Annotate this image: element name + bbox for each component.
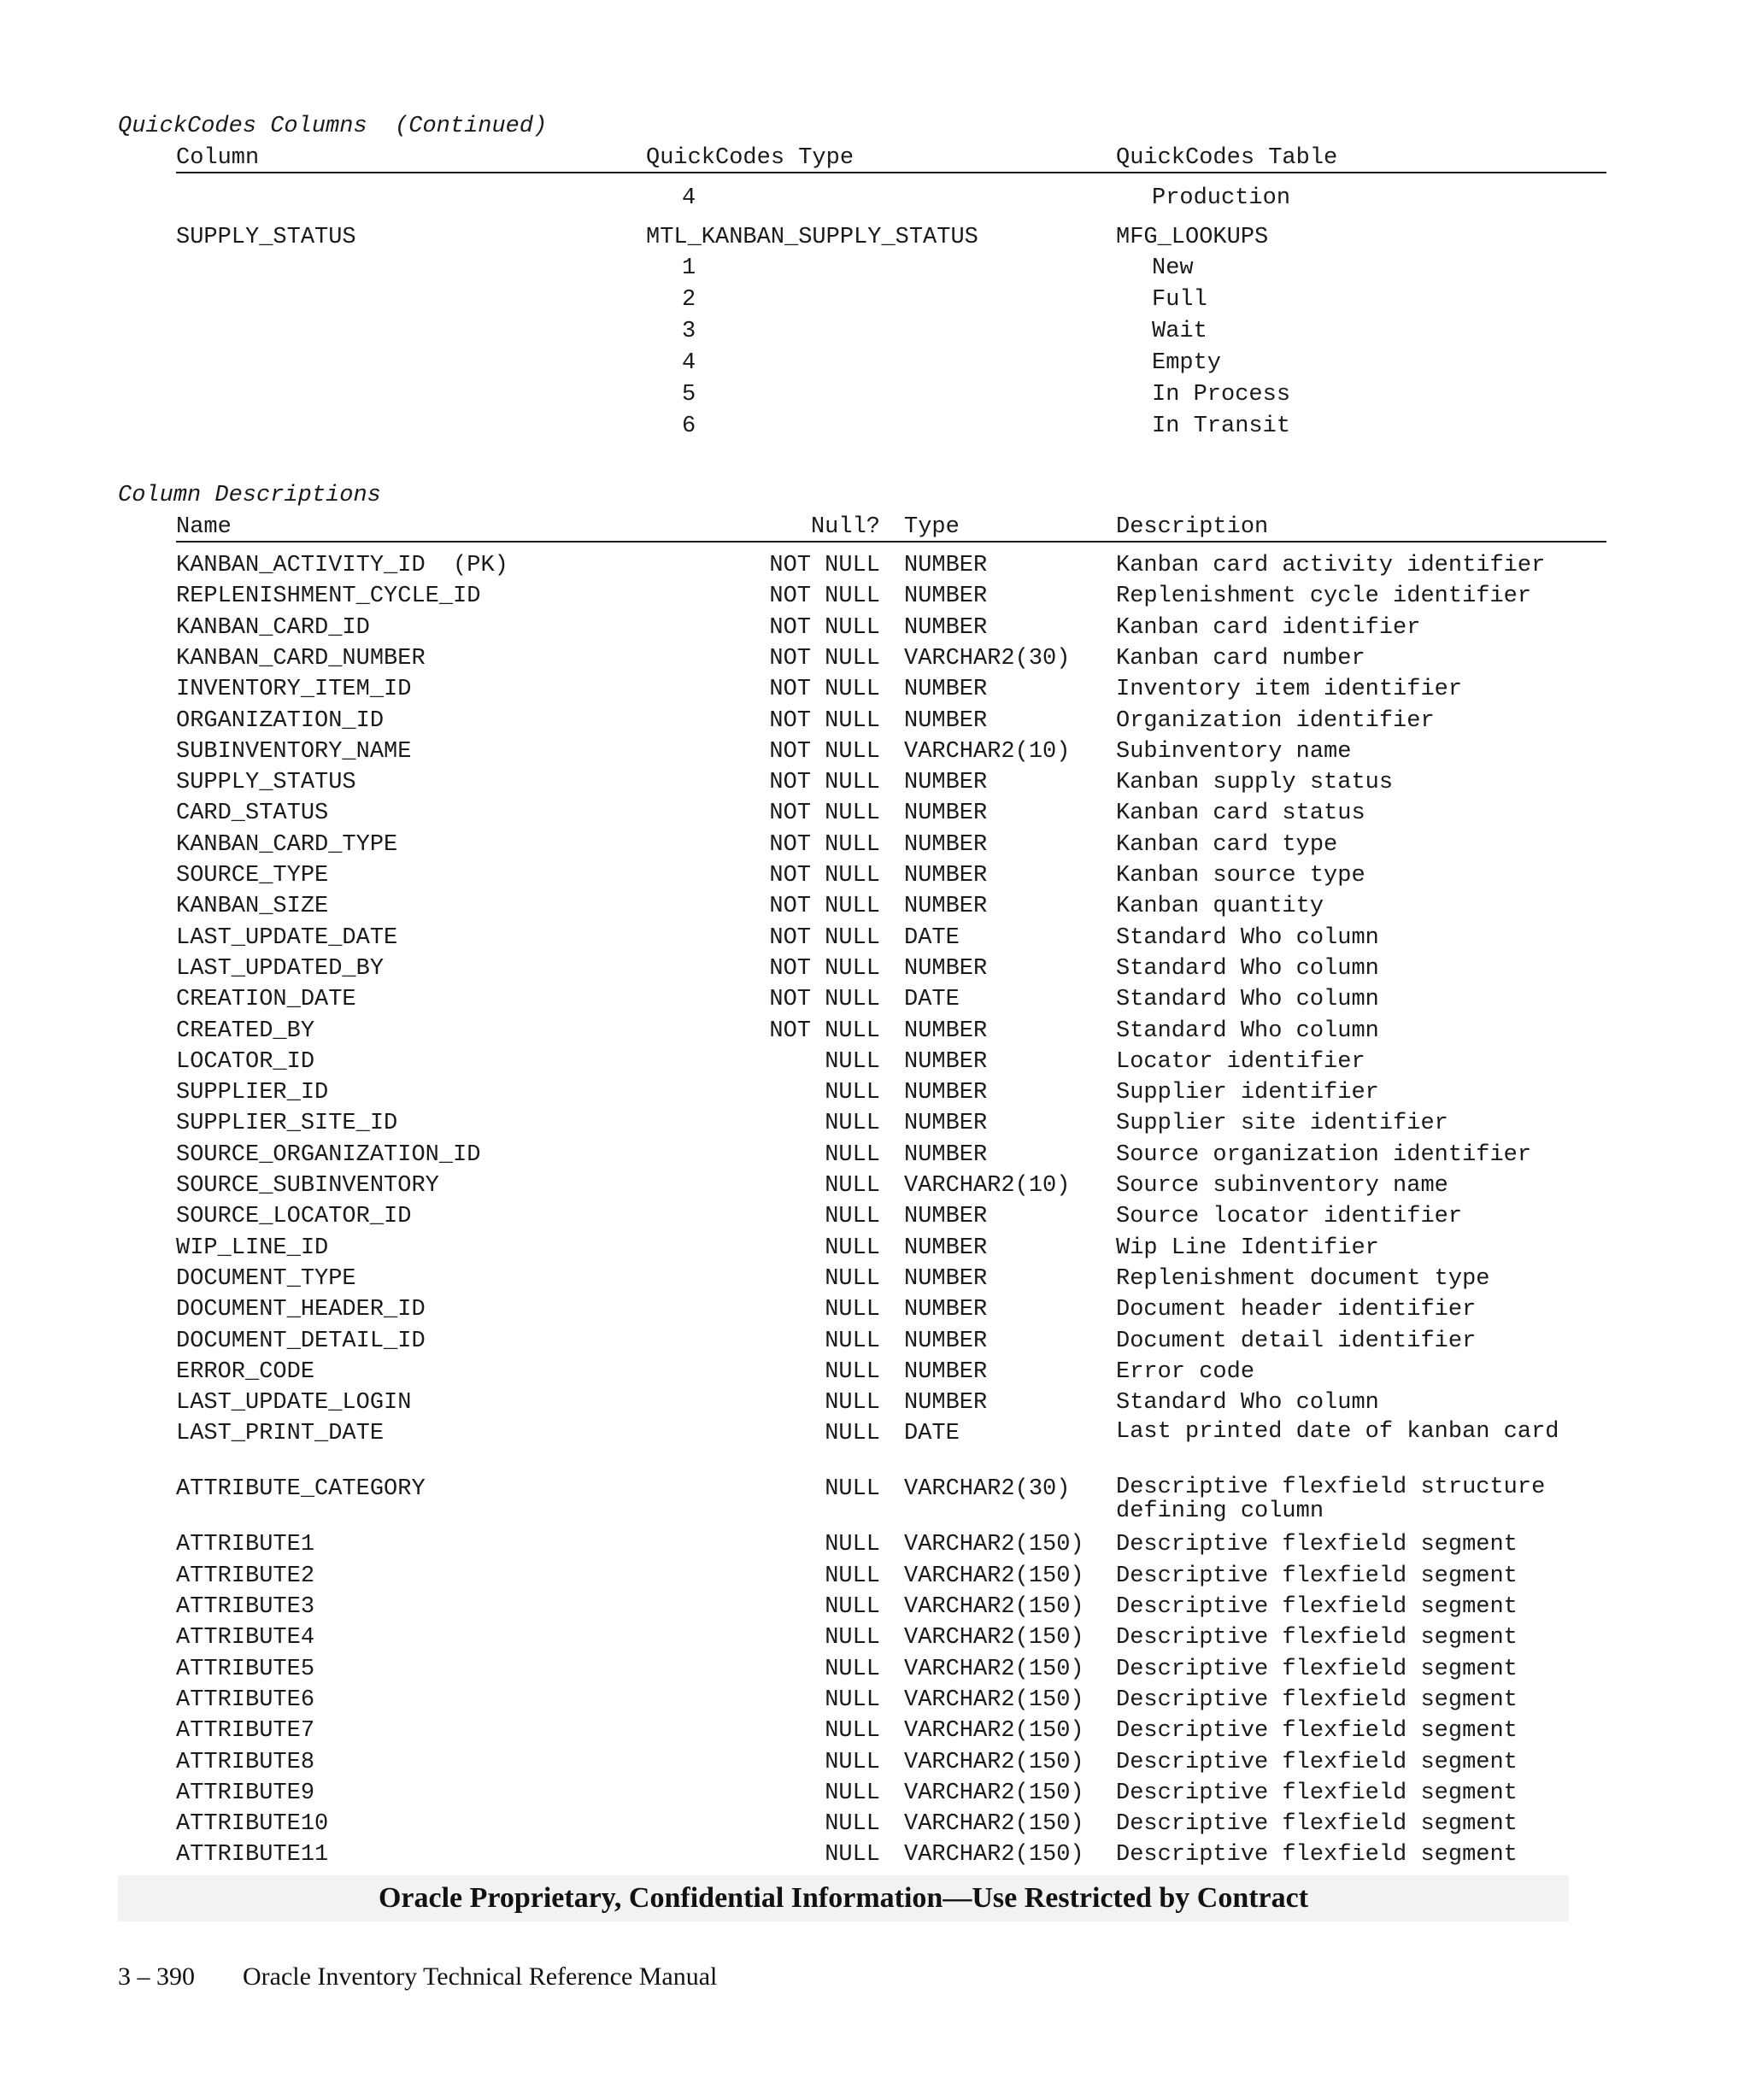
column-type: NUMBER — [904, 1235, 988, 1261]
column-type: VARCHAR2(150) — [904, 1563, 1084, 1589]
column-nullable: NULL — [825, 1563, 880, 1589]
column-type: VARCHAR2(30) — [904, 1476, 1071, 1503]
table-row — [0, 1561, 1750, 1592]
column-description: Descriptive flexfield segment — [1116, 1686, 1518, 1713]
table-row — [0, 550, 1750, 581]
column-name: SOURCE_TYPE — [176, 863, 329, 889]
column-descriptions-header — [0, 512, 1750, 543]
column-name: DOCUMENT_HEADER_ID — [176, 1297, 426, 1323]
quickcodes-group-row — [0, 222, 1750, 253]
column-type: VARCHAR2(150) — [904, 1811, 1084, 1838]
column-description: Inventory item identifier — [1116, 677, 1463, 703]
qc-meaning: Full — [1152, 287, 1207, 313]
column-description: Descriptive flexfield segment — [1116, 1532, 1518, 1558]
column-type: VARCHAR2(150) — [904, 1718, 1084, 1745]
table-row — [0, 1474, 1750, 1525]
column-description: Descriptive flexfield segment — [1116, 1563, 1518, 1589]
quickcodes-title: QuickCodes Columns (Continued) — [118, 114, 548, 139]
column-name: KANBAN_CARD_TYPE — [176, 831, 398, 858]
quickcodes-continued-row — [0, 183, 1750, 214]
qc-code: 2 — [682, 287, 696, 313]
column-name: ERROR_CODE — [176, 1358, 315, 1385]
column-name: SOURCE_SUBINVENTORY — [176, 1173, 439, 1199]
column-name: LAST_PRINT_DATE — [176, 1421, 385, 1447]
column-type: NUMBER — [904, 1297, 988, 1323]
column-nullable: NULL — [825, 1297, 880, 1323]
column-description: Kanban card number — [1116, 645, 1365, 672]
column-type: VARCHAR2(150) — [904, 1780, 1084, 1806]
column-name: ATTRIBUTE2 — [176, 1563, 315, 1589]
column-type: VARCHAR2(150) — [904, 1686, 1084, 1713]
table-row — [0, 674, 1750, 705]
qc-code: 1 — [682, 255, 696, 281]
column-name: ATTRIBUTE7 — [176, 1718, 315, 1745]
footer-page-number: 3 – 390 — [118, 1962, 195, 1991]
column-name: ATTRIBUTE3 — [176, 1594, 315, 1620]
column-type: VARCHAR2(150) — [904, 1625, 1084, 1651]
header-name: Name — [176, 514, 232, 540]
column-name: SUPPLY_STATUS — [176, 770, 356, 796]
column-type: NUMBER — [904, 1048, 988, 1075]
table-row — [0, 1685, 1750, 1716]
table-row — [0, 1778, 1750, 1809]
qc-meaning: In Transit — [1152, 414, 1291, 439]
column-description: Kanban card status — [1116, 801, 1365, 827]
column-name: KANBAN_SIZE — [176, 894, 329, 920]
column-type: NUMBER — [904, 955, 988, 982]
qc-code: 4 — [682, 185, 696, 211]
table-row — [0, 1016, 1750, 1047]
column-description: Replenishment document type — [1116, 1265, 1490, 1292]
column-description: Kanban card identifier — [1116, 614, 1421, 641]
column-type: NUMBER — [904, 1265, 988, 1292]
column-nullable: NULL — [825, 1625, 880, 1651]
column-name: LAST_UPDATED_BY — [176, 955, 385, 982]
column-nullable: NULL — [825, 1358, 880, 1385]
table-row — [0, 1654, 1750, 1685]
column-nullable: NOT NULL — [769, 584, 880, 610]
column-name: INVENTORY_ITEM_ID — [176, 677, 412, 703]
column-nullable: NULL — [825, 1656, 880, 1682]
column-name: ATTRIBUTE8 — [176, 1749, 315, 1775]
column-nullable: NOT NULL — [769, 645, 880, 672]
column-name: ORGANIZATION_ID — [176, 707, 385, 734]
column-name: KANBAN_ACTIVITY_ID (PK) — [176, 553, 508, 578]
column-nullable: NOT NULL — [769, 987, 880, 1013]
column-type: NUMBER — [904, 584, 988, 610]
column-nullable: NULL — [825, 1173, 880, 1199]
confidentiality-banner: Oracle Proprietary, Confidential Information––Use Restricted by Contract — [118, 1875, 1569, 1921]
column-description: Kanban source type — [1116, 863, 1365, 889]
column-description: Standard Who column — [1116, 924, 1379, 951]
column-description: Supplier site identifier — [1116, 1111, 1448, 1137]
qc-meaning: Wait — [1152, 319, 1207, 344]
footer-manual-title: Oracle Inventory Technical Reference Manual — [243, 1962, 718, 1991]
column-nullable: NOT NULL — [769, 770, 880, 796]
table-row — [0, 1418, 1750, 1449]
table-row — [0, 643, 1750, 674]
qc-meaning: Empty — [1152, 350, 1222, 376]
header-quickcodes-table: QuickCodes Table — [1116, 145, 1338, 171]
table-row — [0, 1839, 1750, 1870]
column-type: DATE — [904, 1421, 960, 1447]
column-name: SOURCE_LOCATOR_ID — [176, 1204, 412, 1230]
table-row — [0, 1170, 1750, 1201]
column-type: VARCHAR2(30) — [904, 645, 1071, 672]
column-description: Descriptive flexfield segment — [1116, 1594, 1518, 1620]
qc-code: 4 — [682, 350, 696, 376]
column-description: Source locator identifier — [1116, 1204, 1463, 1230]
table-row — [0, 953, 1750, 984]
header-quickcodes-type: QuickCodes Type — [646, 145, 854, 171]
column-description: Descriptive flexfield structure defining column — [1116, 1475, 1546, 1525]
column-nullable: NULL — [825, 1718, 880, 1745]
table-row — [0, 1140, 1750, 1170]
column-nullable: NULL — [825, 1141, 880, 1168]
quickcodes-value-row — [0, 284, 1750, 315]
column-type: NUMBER — [904, 801, 988, 827]
column-nullable: NULL — [825, 1235, 880, 1261]
column-nullable: NOT NULL — [769, 553, 880, 578]
column-type: NUMBER — [904, 770, 988, 796]
column-description: Document detail identifier — [1116, 1328, 1477, 1354]
quickcodes-header-rule — [176, 172, 1606, 173]
column-description: Descriptive flexfield segment — [1116, 1718, 1518, 1745]
column-description: Descriptive flexfield segment — [1116, 1811, 1518, 1838]
column-type: NUMBER — [904, 1141, 988, 1168]
column-description: Organization identifier — [1116, 707, 1435, 734]
column-name: CREATED_BY — [176, 1018, 315, 1044]
column-nullable: NULL — [825, 1111, 880, 1137]
table-row — [0, 1592, 1750, 1622]
column-type: NUMBER — [904, 707, 988, 734]
table-row — [0, 1264, 1750, 1294]
qc-meaning: In Process — [1152, 382, 1291, 408]
column-name: ATTRIBUTE1 — [176, 1532, 315, 1558]
qc-meaning: Production — [1152, 185, 1291, 211]
column-description: Kanban card type — [1116, 831, 1338, 858]
column-nullable: NULL — [825, 1686, 880, 1713]
column-name: KANBAN_CARD_NUMBER — [176, 645, 426, 672]
qc-code: 3 — [682, 319, 696, 344]
table-row — [0, 1201, 1750, 1232]
column-description: Locator identifier — [1116, 1048, 1365, 1075]
qc-table-name: MFG_LOOKUPS — [1116, 225, 1269, 250]
table-row — [0, 1529, 1750, 1560]
column-description: Subinventory name — [1116, 738, 1352, 765]
header-null: Null? — [810, 514, 880, 540]
column-type: NUMBER — [904, 1204, 988, 1230]
qc-column-name: SUPPLY_STATUS — [176, 225, 356, 250]
column-type: VARCHAR2(150) — [904, 1749, 1084, 1775]
column-nullable: NULL — [825, 1476, 880, 1503]
column-nullable: NULL — [825, 1421, 880, 1447]
column-nullable: NULL — [825, 1811, 880, 1838]
column-description: Source subinventory name — [1116, 1173, 1448, 1199]
table-row — [0, 1809, 1750, 1839]
column-nullable: NOT NULL — [769, 894, 880, 920]
column-description: Descriptive flexfield segment — [1116, 1656, 1518, 1682]
table-row — [0, 798, 1750, 829]
column-name: DOCUMENT_TYPE — [176, 1265, 356, 1292]
column-type: NUMBER — [904, 1111, 988, 1137]
table-row — [0, 1108, 1750, 1139]
column-type: VARCHAR2(150) — [904, 1656, 1084, 1682]
column-description: Descriptive flexfield segment — [1116, 1625, 1518, 1651]
column-nullable: NULL — [825, 1749, 880, 1775]
column-nullable: NULL — [825, 1204, 880, 1230]
column-description: Supplier identifier — [1116, 1080, 1379, 1106]
column-type: NUMBER — [904, 831, 988, 858]
table-row — [0, 830, 1750, 860]
column-name: KANBAN_CARD_ID — [176, 614, 370, 641]
column-type: NUMBER — [904, 863, 988, 889]
column-nullable: NOT NULL — [769, 677, 880, 703]
column-name: SOURCE_ORGANIZATION_ID — [176, 1141, 481, 1168]
column-nullable: NOT NULL — [769, 924, 880, 951]
column-name: CARD_STATUS — [176, 801, 329, 827]
quickcodes-header — [0, 143, 1750, 173]
column-description: Standard Who column — [1116, 1390, 1379, 1417]
table-row — [0, 891, 1750, 922]
table-row — [0, 1233, 1750, 1264]
header-description: Description — [1116, 514, 1269, 540]
column-name: CREATION_DATE — [176, 987, 356, 1013]
column-nullable: NOT NULL — [769, 738, 880, 765]
quickcodes-value-row — [0, 253, 1750, 284]
column-description: Descriptive flexfield segment — [1116, 1780, 1518, 1806]
column-name: ATTRIBUTE6 — [176, 1686, 315, 1713]
table-row — [0, 1326, 1750, 1357]
column-nullable: NOT NULL — [769, 831, 880, 858]
column-type: NUMBER — [904, 1390, 988, 1417]
column-nullable: NOT NULL — [769, 955, 880, 982]
qc-code: 5 — [682, 382, 696, 408]
table-row — [0, 1294, 1750, 1325]
column-name: LAST_UPDATE_LOGIN — [176, 1390, 412, 1417]
column-name: DOCUMENT_DETAIL_ID — [176, 1328, 426, 1354]
column-descriptions-header-rule — [176, 541, 1606, 543]
table-row — [0, 1387, 1750, 1418]
column-type: NUMBER — [904, 1358, 988, 1385]
column-description: Kanban supply status — [1116, 770, 1394, 796]
table-row — [0, 581, 1750, 612]
column-nullable: NULL — [825, 1265, 880, 1292]
table-row — [0, 1747, 1750, 1778]
column-name: WIP_LINE_ID — [176, 1235, 329, 1261]
column-nullable: NULL — [825, 1532, 880, 1558]
column-description: Replenishment cycle identifier — [1116, 584, 1532, 610]
table-row — [0, 736, 1750, 767]
column-nullable: NOT NULL — [769, 863, 880, 889]
column-type: NUMBER — [904, 1080, 988, 1106]
column-name: ATTRIBUTE10 — [176, 1811, 329, 1838]
column-type: VARCHAR2(150) — [904, 1532, 1084, 1558]
qc-code: 6 — [682, 414, 696, 439]
column-nullable: NULL — [825, 1048, 880, 1075]
column-name: ATTRIBUTE11 — [176, 1842, 329, 1868]
table-row — [0, 767, 1750, 798]
column-nullable: NOT NULL — [769, 614, 880, 641]
column-nullable: NULL — [825, 1594, 880, 1620]
column-nullable: NULL — [825, 1080, 880, 1106]
column-type: VARCHAR2(10) — [904, 738, 1071, 765]
column-name: LAST_UPDATE_DATE — [176, 924, 398, 951]
column-type: NUMBER — [904, 1328, 988, 1354]
qc-type-name: MTL_KANBAN_SUPPLY_STATUS — [646, 225, 978, 250]
column-name: ATTRIBUTE9 — [176, 1780, 315, 1806]
column-name: ATTRIBUTE_CATEGORY — [176, 1476, 426, 1503]
table-row — [0, 1047, 1750, 1077]
column-nullable: NOT NULL — [769, 707, 880, 734]
table-row — [0, 613, 1750, 643]
header-column: Column — [176, 145, 260, 171]
column-nullable: NULL — [825, 1328, 880, 1354]
column-description: Descriptive flexfield segment — [1116, 1842, 1518, 1868]
quickcodes-value-row — [0, 348, 1750, 378]
column-name: SUPPLIER_SITE_ID — [176, 1111, 398, 1137]
column-name: SUPPLIER_ID — [176, 1080, 329, 1106]
column-description: Last printed date of kanban card — [1116, 1419, 1559, 1446]
column-description: Standard Who column — [1116, 955, 1379, 982]
column-type: VARCHAR2(150) — [904, 1842, 1084, 1868]
column-description: Standard Who column — [1116, 1018, 1379, 1044]
column-nullable: NOT NULL — [769, 1018, 880, 1044]
table-row — [0, 1357, 1750, 1387]
header-type: Type — [904, 514, 960, 540]
table-row — [0, 1622, 1750, 1653]
column-description: Kanban quantity — [1116, 894, 1324, 920]
column-description: Kanban card activity identifier — [1116, 553, 1546, 578]
column-nullable: NULL — [825, 1842, 880, 1868]
column-description: Document header identifier — [1116, 1297, 1477, 1323]
column-type: VARCHAR2(10) — [904, 1173, 1071, 1199]
column-type: VARCHAR2(150) — [904, 1594, 1084, 1620]
table-row — [0, 1716, 1750, 1746]
quickcodes-value-row — [0, 379, 1750, 410]
column-name: ATTRIBUTE4 — [176, 1625, 315, 1651]
column-name: REPLENISHMENT_CYCLE_ID — [176, 584, 481, 610]
column-description: Wip Line Identifier — [1116, 1235, 1379, 1261]
qc-meaning: New — [1152, 255, 1194, 281]
quickcodes-value-row — [0, 316, 1750, 347]
table-row — [0, 706, 1750, 736]
column-type: NUMBER — [904, 677, 988, 703]
column-description: Source organization identifier — [1116, 1141, 1532, 1168]
column-type: DATE — [904, 924, 960, 951]
quickcodes-value-row — [0, 411, 1750, 442]
column-nullable: NULL — [825, 1780, 880, 1806]
column-description: Descriptive flexfield segment — [1116, 1749, 1518, 1775]
column-type: DATE — [904, 987, 960, 1013]
table-row — [0, 923, 1750, 953]
column-name: LOCATOR_ID — [176, 1048, 315, 1075]
column-name: ATTRIBUTE5 — [176, 1656, 315, 1682]
column-nullable: NOT NULL — [769, 801, 880, 827]
table-row — [0, 1077, 1750, 1108]
column-nullable: NULL — [825, 1390, 880, 1417]
column-descriptions-title: Column Descriptions — [118, 483, 381, 508]
column-description: Error code — [1116, 1358, 1255, 1385]
column-type: NUMBER — [904, 894, 988, 920]
column-type: NUMBER — [904, 614, 988, 641]
column-name: SUBINVENTORY_NAME — [176, 738, 412, 765]
column-description: Standard Who column — [1116, 987, 1379, 1013]
table-row — [0, 860, 1750, 891]
table-row — [0, 984, 1750, 1015]
column-type: NUMBER — [904, 1018, 988, 1044]
column-type: NUMBER — [904, 553, 988, 578]
